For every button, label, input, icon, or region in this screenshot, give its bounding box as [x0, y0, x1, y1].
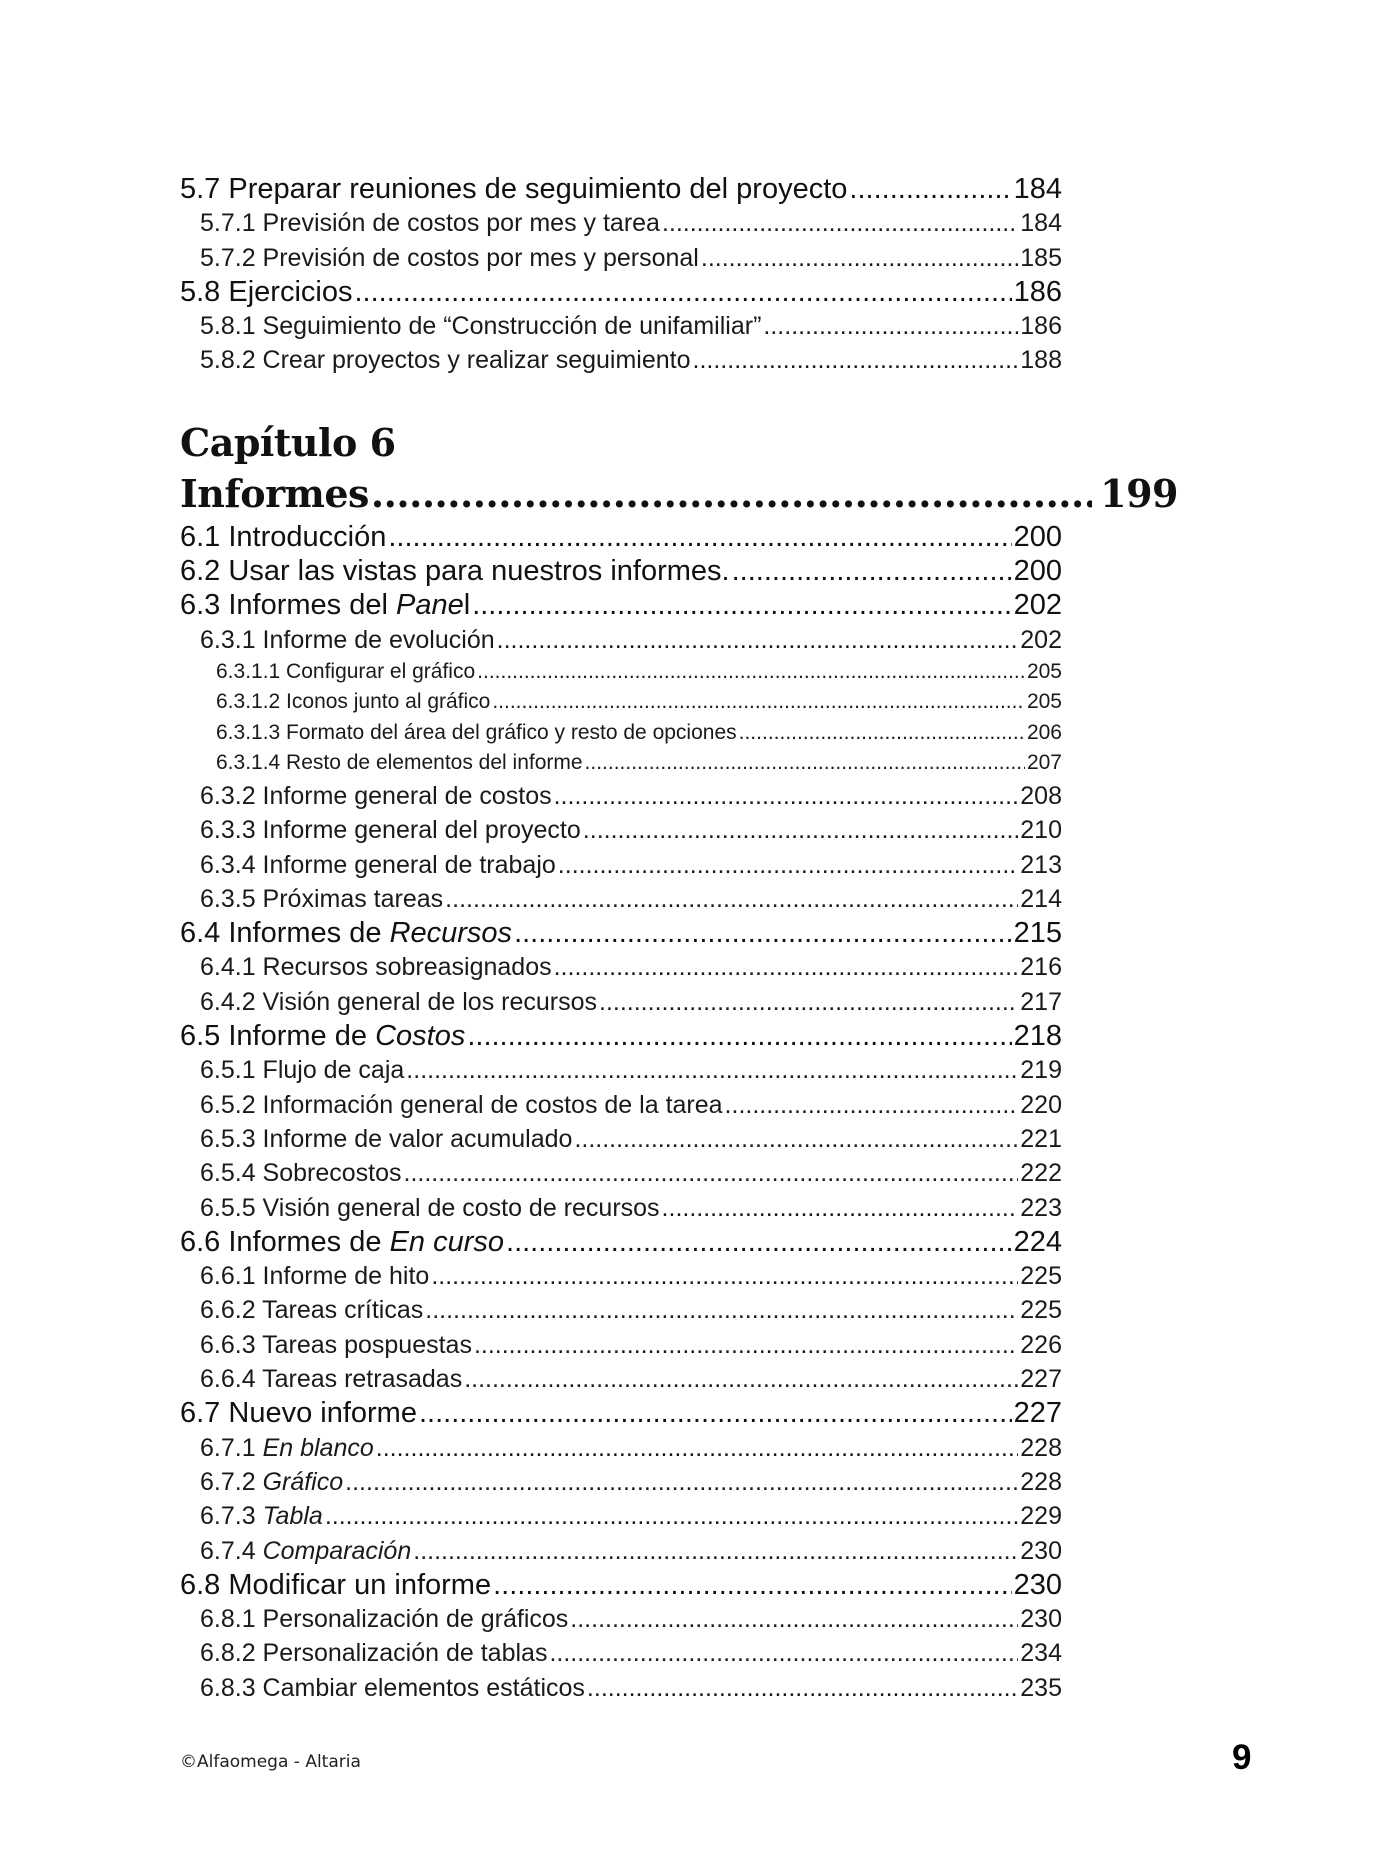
toc-label — [180, 916, 512, 950]
leader-dots — [587, 1671, 1018, 1705]
toc-label — [180, 1019, 465, 1053]
toc-entry-5-8-1[interactable] — [180, 309, 1062, 343]
toc-label — [200, 1431, 374, 1465]
toc-entry-6-5[interactable] — [180, 1019, 1062, 1053]
toc-page-number: 226 — [1020, 1330, 1062, 1359]
toc-page-number: 229 — [1020, 1502, 1062, 1531]
toc-entry-6-3-2[interactable] — [180, 779, 1062, 813]
leader-dots — [477, 657, 1025, 688]
toc-entry-5-7-1[interactable] — [180, 206, 1062, 240]
toc-page-number: 184 — [1020, 209, 1062, 238]
label-prefix: 6.7.3 — [200, 1502, 263, 1531]
toc-entry-6-7-2[interactable] — [180, 1465, 1062, 1499]
toc-label: 6.3.2 Informe general de costos — [200, 781, 552, 810]
toc-label: 6.5.5 Visión general de costo de recursos — [200, 1193, 660, 1222]
toc-label: 5.7 Preparar reuniones de seguimiento del proyecto — [180, 173, 848, 205]
leader-dots — [445, 882, 1018, 916]
table-of-contents — [180, 172, 1178, 1705]
toc-page-number: 202 — [1013, 589, 1062, 622]
toc-label: 6.3.1.3 Formato del área del gráfico y resto de opciones — [216, 720, 737, 744]
leader-dots — [701, 241, 1018, 275]
toc-label: 6.2 Usar las vistas para nuestros informes. — [180, 555, 730, 588]
toc-entry-5-8-2[interactable] — [180, 343, 1062, 377]
toc-entry-5-7-2[interactable] — [180, 241, 1062, 275]
toc-entry-6-6-2[interactable] — [180, 1293, 1062, 1327]
toc-entry-6-7[interactable] — [180, 1396, 1062, 1430]
footer-page-number: 9 — [1232, 1738, 1252, 1777]
toc-label: 6.5.1 Flujo de caja — [200, 1056, 405, 1085]
leader-dots — [662, 206, 1018, 240]
toc-entry-6-5-5[interactable] — [180, 1191, 1062, 1225]
toc-label — [200, 1534, 411, 1568]
toc-label: 6.6.4 Tareas retrasadas — [200, 1365, 463, 1394]
leader-dots — [583, 813, 1018, 847]
leader-dots — [570, 1602, 1018, 1636]
toc-page-number: 208 — [1020, 781, 1062, 810]
toc-entry-5-7[interactable] — [180, 172, 1062, 206]
toc-label: 6.4.1 Recursos sobreasignados — [200, 953, 552, 982]
toc-entry-6-2[interactable] — [180, 554, 1062, 588]
toc-entry-chapter-6[interactable] — [180, 468, 1178, 520]
leader-dots — [549, 1636, 1018, 1670]
leader-dots — [514, 916, 1012, 950]
toc-entry-6-1[interactable] — [180, 520, 1062, 554]
toc-entry-6-8-2[interactable] — [180, 1636, 1062, 1670]
leader-dots — [406, 1053, 1018, 1087]
leader-dots — [474, 1328, 1018, 1362]
toc-page-number: 206 — [1026, 720, 1062, 744]
toc-entry-6-7-1[interactable] — [180, 1431, 1062, 1465]
toc-label: 6.3.1.1 Configurar el gráfico — [216, 659, 476, 683]
toc-label — [180, 1225, 504, 1259]
toc-label — [200, 1499, 323, 1533]
toc-page-number: 228 — [1020, 1433, 1062, 1462]
toc-label: 6.3.5 Próximas tareas — [200, 884, 444, 913]
toc-page-number: 213 — [1020, 850, 1062, 879]
leader-dots — [467, 1019, 1011, 1053]
toc-label: 5.7.2 Previsión de costos por mes y personal — [200, 243, 699, 272]
toc-page-number: 186 — [1020, 312, 1062, 341]
toc-label — [180, 588, 470, 622]
toc-page-number: 225 — [1020, 1262, 1062, 1291]
toc-entry-6-5-4[interactable] — [180, 1156, 1062, 1190]
toc-page-number: 186 — [1013, 275, 1062, 308]
leader-dots — [419, 1396, 1012, 1430]
toc-page-number: 223 — [1020, 1193, 1062, 1222]
leader-dots — [413, 1534, 1018, 1568]
toc-entry-6-3[interactable] — [180, 588, 1062, 622]
toc-page-number: 219 — [1020, 1056, 1062, 1085]
leader-dots — [599, 985, 1018, 1019]
toc-entry-6-5-2[interactable] — [180, 1088, 1062, 1122]
toc-page-number: 227 — [1013, 1397, 1062, 1430]
label-prefix: 6.7.2 — [200, 1467, 263, 1496]
toc-entry-6-4[interactable] — [180, 916, 1062, 950]
label-italic: Tabla — [262, 1502, 323, 1531]
toc-label: 6.3.1.2 Iconos junto al gráfico — [216, 690, 491, 714]
toc-label: 6.8.1 Personalización de gráficos — [200, 1605, 569, 1634]
toc-page-number: 230 — [1013, 1568, 1062, 1601]
toc-label: 5.8 Ejercicios — [180, 275, 353, 308]
toc-page-number: 218 — [1013, 1020, 1062, 1053]
toc-label — [200, 1465, 343, 1499]
toc-page-number: 185 — [1020, 243, 1062, 272]
toc-entry-6-3-1-2[interactable] — [180, 687, 1062, 718]
toc-label: 6.8.2 Personalización de tablas — [200, 1639, 548, 1668]
leader-dots — [693, 343, 1019, 377]
toc-label: 6.3.4 Informe general de trabajo — [200, 850, 556, 879]
label-prefix: 6.7.1 — [200, 1433, 263, 1462]
toc-page-number: 227 — [1020, 1365, 1062, 1394]
leader-dots — [554, 779, 1019, 813]
toc-page-number: 216 — [1020, 953, 1062, 982]
toc-entry-6-6[interactable] — [180, 1225, 1062, 1259]
toc-entry-6-3-5[interactable] — [180, 882, 1062, 916]
leader-dots — [725, 1088, 1019, 1122]
toc-page-number: 200 — [1013, 520, 1062, 553]
label-italic: Recursos — [389, 917, 513, 950]
toc-page-number: 230 — [1020, 1536, 1062, 1565]
leader-dots — [493, 1568, 1012, 1602]
label-suffix: l — [463, 589, 471, 622]
leader-dots — [345, 1465, 1018, 1499]
toc-entry-6-7-3[interactable] — [180, 1499, 1062, 1533]
label-prefix: 6.3 Informes del — [180, 589, 396, 622]
label-italic: Pane — [396, 589, 464, 622]
leader-dots — [732, 554, 1012, 588]
toc-page-number: 224 — [1013, 1225, 1062, 1258]
toc-label: 6.6.1 Informe de hito — [200, 1262, 430, 1291]
toc-entry-6-3-1-1[interactable] — [180, 657, 1062, 688]
toc-entry-6-7-4[interactable] — [180, 1534, 1062, 1568]
label-prefix: 6.7.4 — [200, 1536, 263, 1565]
toc-page-number: 205 — [1026, 659, 1062, 683]
toc-entry-6-5-1[interactable] — [180, 1053, 1062, 1087]
toc-label: 6.6.3 Tareas pospuestas — [200, 1330, 472, 1359]
toc-page-number: 184 — [1013, 173, 1062, 205]
leader-dots — [739, 718, 1025, 749]
toc-label: 6.8.3 Cambiar elementos estáticos — [200, 1673, 585, 1702]
toc-entry-6-3-4[interactable] — [180, 848, 1062, 882]
toc-label: 6.1 Introducción — [180, 520, 387, 553]
leader-dots — [325, 1499, 1018, 1533]
toc-entry-6-8-1[interactable] — [180, 1602, 1062, 1636]
toc-entry-6-4-2[interactable] — [180, 985, 1062, 1019]
chapter-title: Capítulo 6 — [180, 419, 396, 465]
chapter-name: Informes — [180, 470, 369, 516]
toc-label: 6.5.4 Sobrecostos — [200, 1159, 402, 1188]
label-prefix: 6.5 Informe de — [180, 1020, 376, 1053]
toc-entry-6-4-1[interactable] — [180, 950, 1062, 984]
leader-dots — [497, 623, 1019, 657]
leader-dots — [558, 848, 1018, 882]
label-italic: Gráfico — [262, 1467, 344, 1496]
label-italic: Comparación — [262, 1536, 412, 1565]
toc-page-number: 225 — [1020, 1296, 1062, 1325]
toc-page-number: 215 — [1013, 917, 1062, 950]
label-prefix: 6.6 Informes de — [180, 1225, 390, 1258]
leader-dots — [354, 275, 1011, 309]
toc-entry-6-8-3[interactable] — [180, 1671, 1062, 1705]
leader-dots — [662, 1191, 1019, 1225]
leader-dots — [574, 1122, 1018, 1156]
label-italic: En blanco — [262, 1433, 374, 1462]
toc-entry-6-3-1-3[interactable] — [180, 718, 1062, 749]
toc-label: 6.3.3 Informe general del proyecto — [200, 816, 581, 845]
leader-dots — [849, 172, 1011, 206]
leader-dots — [472, 588, 1011, 622]
toc-label: 6.4.2 Visión general de los recursos — [200, 987, 597, 1016]
leader-dots — [554, 950, 1019, 984]
toc-page-number: 228 — [1020, 1467, 1062, 1496]
toc-entry-6-6-3[interactable] — [180, 1328, 1062, 1362]
toc-entry-6-3-1[interactable] — [180, 623, 1062, 657]
toc-label: 5.8.2 Crear proyectos y realizar seguimiento — [200, 346, 691, 375]
leader-dots — [371, 468, 1092, 520]
toc-label: 6.6.2 Tareas críticas — [200, 1296, 424, 1325]
toc-label: 6.3.1 Informe de evolución — [200, 625, 495, 654]
section-spacer — [180, 378, 1062, 418]
leader-dots — [464, 1362, 1018, 1396]
toc-label: 6.3.1.4 Resto de elementos del informe — [216, 751, 583, 775]
toc-page-number: 210 — [1020, 816, 1062, 845]
toc-entry-6-6-4[interactable] — [180, 1362, 1062, 1396]
toc-label: 6.5.2 Información general de costos de la tarea — [200, 1090, 723, 1119]
toc-page-number: 188 — [1020, 346, 1062, 375]
toc-entry-6-6-1[interactable] — [180, 1259, 1062, 1293]
leader-dots — [404, 1156, 1019, 1190]
footer-publisher: ©Alfaomega - Altaria — [180, 1752, 361, 1772]
toc-page-number: 234 — [1020, 1639, 1062, 1668]
toc-entry-6-3-3[interactable] — [180, 813, 1062, 847]
toc-page-number: 221 — [1020, 1124, 1062, 1153]
toc-page-number: 222 — [1020, 1159, 1062, 1188]
leader-dots — [376, 1431, 1019, 1465]
toc-page-number: 230 — [1020, 1605, 1062, 1634]
toc-page-number: 205 — [1026, 690, 1062, 714]
label-prefix: 6.4 Informes de — [180, 917, 390, 950]
leader-dots — [763, 309, 1018, 343]
leader-dots — [388, 520, 1011, 554]
leader-dots — [585, 748, 1025, 779]
toc-page-number: 214 — [1020, 884, 1062, 913]
toc-page-number: 207 — [1026, 751, 1062, 775]
toc-entry-6-8[interactable] — [180, 1568, 1062, 1602]
toc-label: 5.7.1 Previsión de costos por mes y tarea — [200, 209, 660, 238]
toc-page-number: 199 — [1100, 470, 1178, 516]
toc-label: 6.5.3 Informe de valor acumulado — [200, 1124, 573, 1153]
toc-label: 6.8 Modificar un informe — [180, 1568, 492, 1601]
label-italic: Costos — [375, 1020, 466, 1053]
toc-page-number: 202 — [1020, 625, 1062, 654]
label-italic: En curso — [389, 1225, 505, 1258]
toc-entry-5-8[interactable] — [180, 275, 1062, 309]
leader-dots — [506, 1225, 1012, 1259]
toc-page-number: 235 — [1020, 1673, 1062, 1702]
leader-dots — [425, 1293, 1018, 1327]
leader-dots — [492, 687, 1025, 718]
toc-label: 5.8.1 Seguimiento de “Construcción de unifamiliar” — [200, 312, 762, 341]
toc-entry-6-3-1-4[interactable] — [180, 748, 1062, 779]
toc-label: 6.7 Nuevo informe — [180, 1397, 417, 1430]
toc-page-number: 217 — [1020, 987, 1062, 1016]
leader-dots — [431, 1259, 1018, 1293]
toc-page-number: 220 — [1020, 1090, 1062, 1119]
toc-entry-6-5-3[interactable] — [180, 1122, 1062, 1156]
toc-page-number: 200 — [1013, 555, 1062, 588]
